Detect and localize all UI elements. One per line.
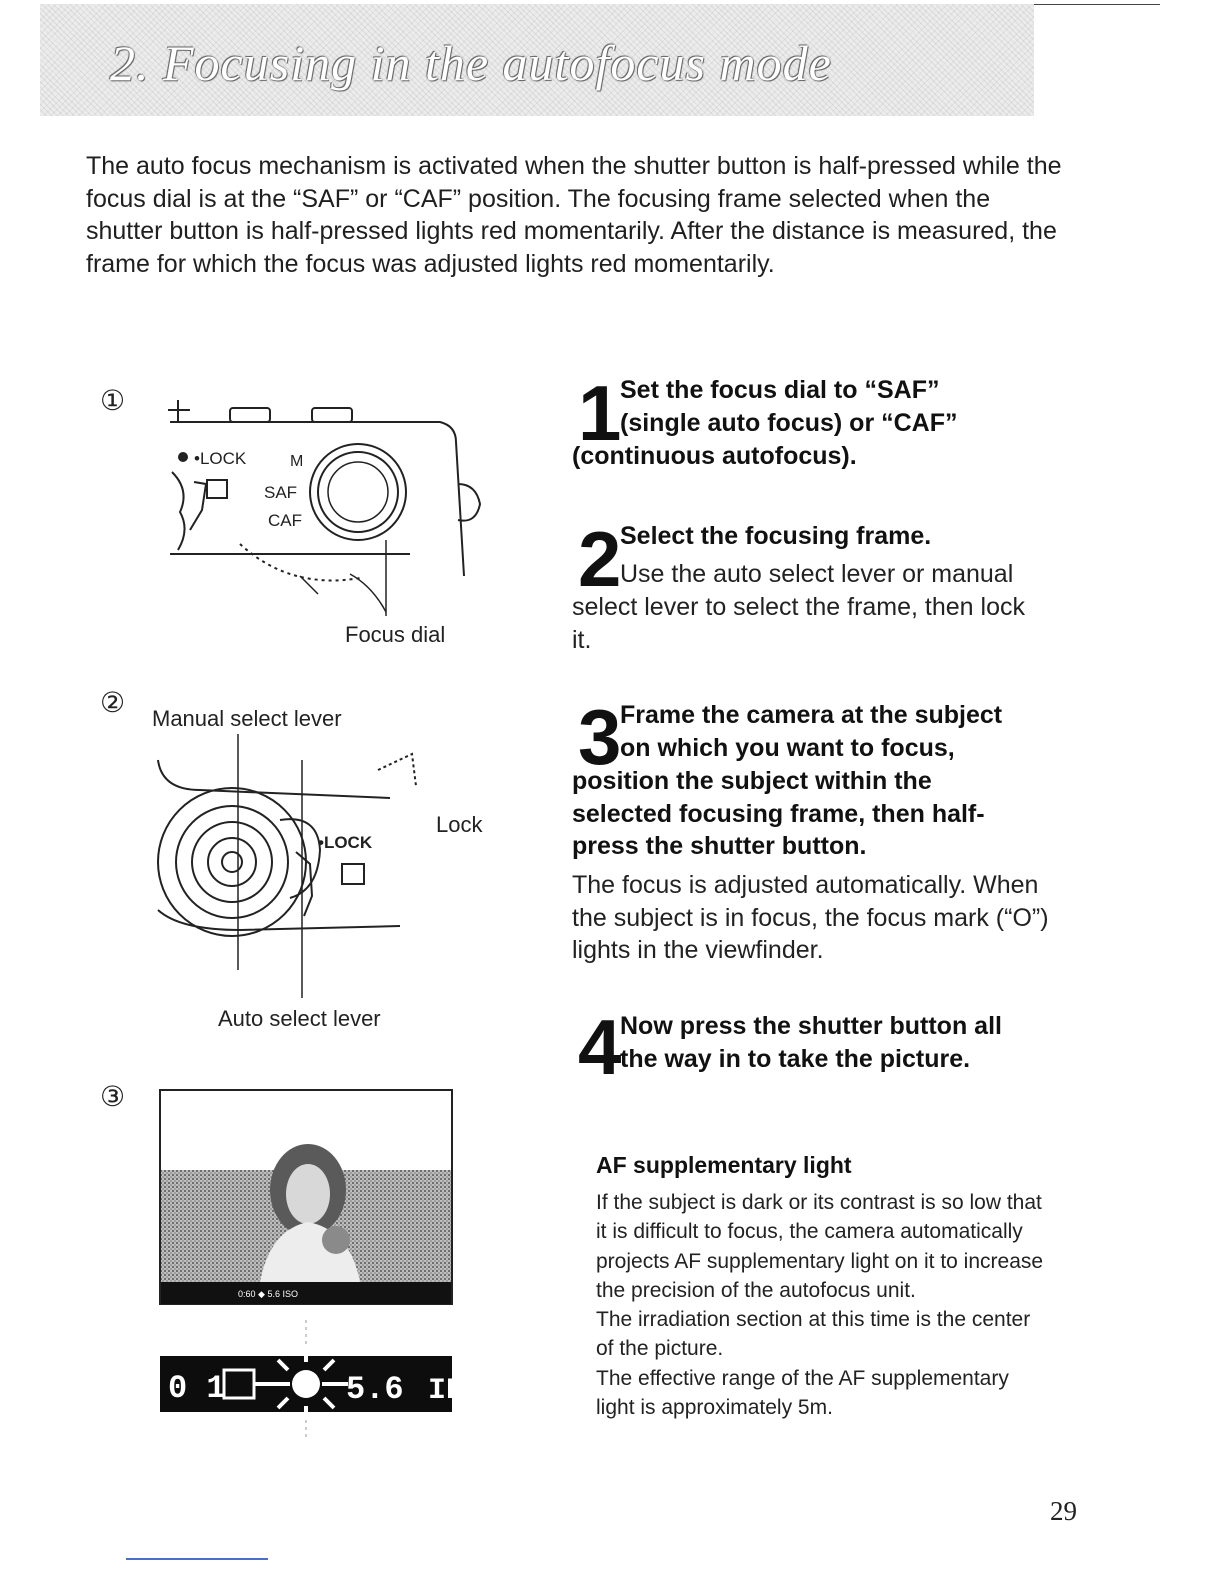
viewfinder-readout: 0:60 ◆ 5.6 ISO	[238, 1289, 298, 1299]
viewfinder-lcd	[160, 1320, 465, 1440]
figure-2-number: ②	[100, 688, 126, 719]
step-1-title-line1: Set the focus dial to “SAF”	[620, 376, 940, 404]
header-banner	[40, 4, 1034, 116]
af-paragraph-3: The effective range of the AF supplementary light is approximately 5m.	[596, 1366, 1009, 1420]
step-3-body: The focus is adjusted automatically. When the subject is in focus, the focus mark (“O”) lights in the viewfinder.	[572, 871, 1049, 964]
fig1-caf-label: CAF	[268, 511, 302, 530]
section-title: 2. Focusing in the autofocus mode	[110, 35, 832, 91]
fig2-lock-label: •LOCK	[318, 833, 373, 852]
step-2-number: 2	[578, 515, 622, 603]
figure-1-number: ①	[100, 386, 126, 417]
af-supplementary-body	[596, 1188, 1046, 1422]
step-1-number: 1	[578, 369, 622, 457]
step-4-number: 4	[578, 1003, 622, 1091]
step-4-title-line2: the way in to take the picture.	[620, 1045, 971, 1073]
step-1-title-line2: (single auto focus) or “CAF”	[620, 409, 958, 437]
lcd-aperture: 5.6	[346, 1371, 404, 1408]
lock-label: Lock	[436, 812, 483, 837]
auto-select-lever-label: Auto select lever	[218, 1006, 381, 1031]
step-3-title-rest: position the subject within the selected focusing frame, then half-press the shutter button.	[572, 767, 985, 860]
page-number: 29	[1050, 1496, 1077, 1526]
viewfinder-photo	[160, 1090, 454, 1306]
af-paragraph-1: If the subject is dark or its contrast is so low that it is difficult to focus, the camera automatically projects AF supplementary light on it to increase the precision of the autofocus unit.	[596, 1191, 1044, 1302]
af-paragraph-2: The irradiation section at this time is the center of the picture.	[596, 1308, 1031, 1361]
af-supplementary-title: AF supplementary light	[596, 1152, 852, 1178]
step-3-number: 3	[578, 693, 622, 781]
manual-select-lever-label: Manual select lever	[152, 706, 342, 731]
step-2-body-rest: select lever to select the frame, then lock it.	[572, 593, 1025, 654]
select-lever-illustration	[140, 730, 440, 1010]
step-4-title-line1: Now press the shutter button all	[620, 1012, 1002, 1040]
fig1-m-label: M	[290, 453, 304, 470]
fig1-lock-label: •LOCK	[194, 449, 247, 468]
focus-dial-illustration	[150, 380, 510, 620]
lcd-left-digits: 0 1	[168, 1370, 226, 1407]
step-3-title-line1: Frame the camera at the subject	[620, 701, 1003, 729]
footer-rule	[126, 1558, 268, 1560]
figure-3-number: ③	[100, 1082, 126, 1113]
intro-paragraph: The auto focus mechanism is activated when the shutter button is half-pressed while the focus dial is at the “SAF” or “CAF” position. The focusing frame selected when the shutter button is half-pressed lights red momentarily. After the distance is measured, the frame for which the focus was adjusted lights red momentarily.	[86, 152, 1062, 278]
focus-dial-caption: Focus dial	[345, 622, 446, 647]
fig1-saf-label: SAF	[264, 483, 298, 502]
step-2-title: Select the focusing frame.	[620, 522, 932, 550]
step-3-title-line2: on which you want to focus,	[620, 734, 955, 762]
lcd-right-digits: IE	[428, 1374, 465, 1408]
step-2-body-line1: Use the auto select lever or manual	[620, 560, 1014, 588]
step-1-title-rest: (continuous autofocus).	[572, 442, 857, 470]
